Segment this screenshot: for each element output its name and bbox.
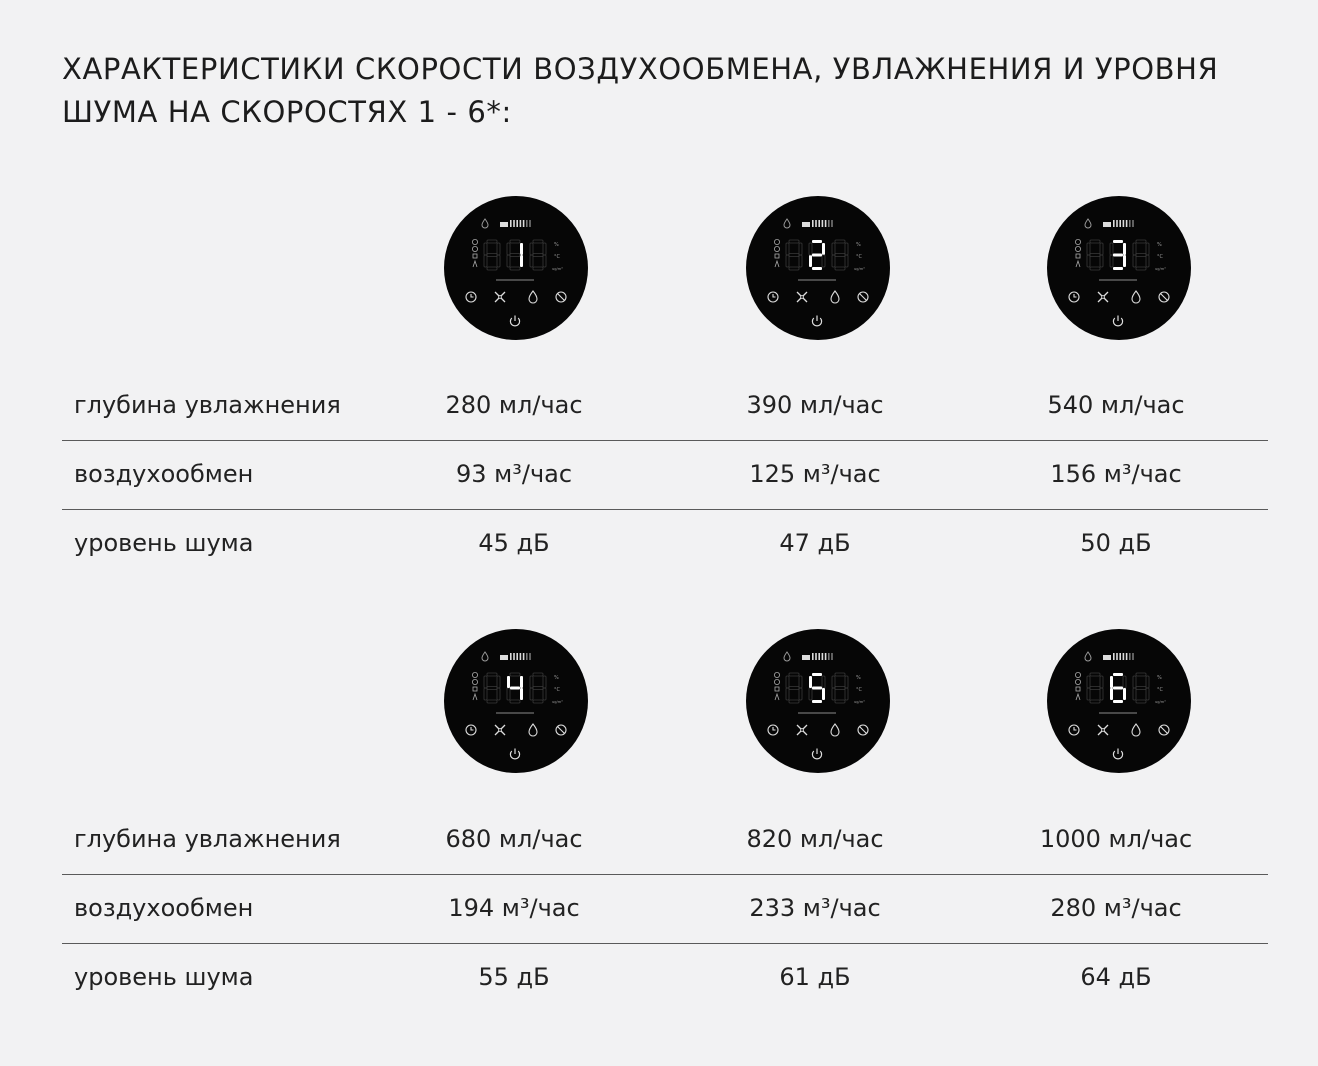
mode-indicators <box>774 672 779 700</box>
row-label: глубина увлажнения <box>74 825 341 853</box>
seven-segment-digit <box>832 673 848 703</box>
seven-segment-digit <box>530 240 546 270</box>
signal-bars-icon <box>500 220 531 227</box>
svg-text:°C: °C <box>856 254 862 260</box>
seven-segment-digit <box>832 240 848 270</box>
fan-icon <box>797 292 807 302</box>
noise-value: 55 дБ <box>478 963 550 991</box>
svg-text:%: % <box>1157 675 1162 681</box>
svg-text:°C: °C <box>1157 687 1163 693</box>
display-units <box>1155 675 1166 704</box>
mode-indicators <box>472 672 477 700</box>
timer-icon <box>1069 725 1079 735</box>
row-label: уровень шума <box>74 529 254 557</box>
seven-segment-digit <box>1110 673 1126 703</box>
seven-segment-digit <box>1133 240 1149 270</box>
humidification-value: 1000 мл/час <box>1039 825 1193 853</box>
noise-value: 45 дБ <box>478 529 550 557</box>
timer-icon <box>466 725 476 735</box>
noise-value: 47 дБ <box>779 529 851 557</box>
noise-value: 50 дБ <box>1080 529 1152 557</box>
seven-segment-digit <box>507 673 523 703</box>
no-ion-icon <box>858 292 868 302</box>
no-ion-icon <box>556 292 566 302</box>
power-icon <box>1113 316 1122 326</box>
humidification-row <box>62 805 1268 875</box>
seven-segment-digit <box>484 673 500 703</box>
row-label: воздухообмен <box>74 894 254 922</box>
control-panel-display <box>444 196 588 340</box>
timer-icon <box>466 292 476 302</box>
air-exchange-row <box>62 874 1268 944</box>
seven-segment-digit <box>530 673 546 703</box>
row-label: глубина увлажнения <box>74 391 341 419</box>
svg-text:°C: °C <box>554 254 560 260</box>
fan-icon <box>1098 725 1108 735</box>
display-units <box>854 242 865 271</box>
humidity-icon <box>1132 291 1140 303</box>
signal-bars-icon <box>1103 220 1134 227</box>
humidification-value: 820 мл/час <box>746 825 884 853</box>
air-exchange-value: 125 м³/час <box>749 460 881 488</box>
timer-icon <box>768 725 778 735</box>
svg-text:%: % <box>856 675 861 681</box>
svg-text:%: % <box>856 242 861 248</box>
control-panel-display <box>1047 196 1191 340</box>
seven-segment-digit <box>1087 240 1103 270</box>
fan-icon <box>495 292 505 302</box>
noise-row <box>62 509 1268 578</box>
timer-icon <box>768 292 778 302</box>
air-exchange-value: 280 м³/час <box>1050 894 1182 922</box>
svg-text:%: % <box>554 675 559 681</box>
mode-indicators <box>472 239 477 267</box>
svg-text:ug/m³: ug/m³ <box>1155 267 1166 271</box>
signal-bars-icon <box>802 220 833 227</box>
humidity-icon <box>529 291 537 303</box>
noise-value: 61 дБ <box>779 963 851 991</box>
svg-text:%: % <box>1157 242 1162 248</box>
fan-icon <box>797 725 807 735</box>
display-units <box>552 242 563 271</box>
humidification-row <box>62 371 1268 441</box>
no-ion-icon <box>858 725 868 735</box>
fan-icon <box>495 725 505 735</box>
svg-text:ug/m³: ug/m³ <box>854 267 865 271</box>
air-exchange-row <box>62 440 1268 510</box>
seven-segment-digit <box>1087 673 1103 703</box>
seven-segment-digit <box>484 240 500 270</box>
row-label: воздухообмен <box>74 460 254 488</box>
svg-text:%: % <box>554 242 559 248</box>
air-exchange-value: 194 м³/час <box>448 894 580 922</box>
humidification-value: 280 мл/час <box>445 391 583 419</box>
power-icon <box>812 749 821 759</box>
mode-indicators <box>1075 239 1080 267</box>
svg-text:°C: °C <box>554 687 560 693</box>
drop-icon <box>482 219 488 228</box>
row-label: уровень шума <box>74 963 254 991</box>
control-panel-display <box>1047 629 1191 773</box>
svg-text:ug/m³: ug/m³ <box>552 267 563 271</box>
drop-icon <box>1085 652 1091 661</box>
drop-icon <box>482 652 488 661</box>
signal-bars-icon <box>1103 653 1134 660</box>
humidification-value: 680 мл/час <box>445 825 583 853</box>
svg-text:ug/m³: ug/m³ <box>854 700 865 704</box>
humidification-value: 390 мл/час <box>746 391 884 419</box>
fan-icon <box>1098 292 1108 302</box>
svg-text:ug/m³: ug/m³ <box>1155 700 1166 704</box>
drop-icon <box>784 652 790 661</box>
humidity-icon <box>831 291 839 303</box>
timer-icon <box>1069 292 1079 302</box>
seven-segment-digit <box>507 240 523 270</box>
drop-icon <box>784 219 790 228</box>
noise-row <box>62 943 1268 1012</box>
mode-indicators <box>1075 672 1080 700</box>
control-panel-display <box>746 196 890 340</box>
seven-segment-digit <box>1110 240 1126 270</box>
humidity-icon <box>1132 724 1140 736</box>
power-icon <box>510 749 519 759</box>
control-panel-display <box>444 629 588 773</box>
seven-segment-digit <box>1133 673 1149 703</box>
signal-bars-icon <box>500 653 531 660</box>
seven-segment-digit <box>809 673 825 703</box>
humidity-icon <box>831 724 839 736</box>
mode-indicators <box>774 239 779 267</box>
svg-text:ug/m³: ug/m³ <box>552 700 563 704</box>
power-icon <box>1113 749 1122 759</box>
display-units <box>854 675 865 704</box>
seven-segment-digit <box>809 240 825 270</box>
air-exchange-value: 156 м³/час <box>1050 460 1182 488</box>
display-units <box>1155 242 1166 271</box>
seven-segment-digit <box>786 240 802 270</box>
control-panel-display <box>746 629 890 773</box>
signal-bars-icon <box>802 653 833 660</box>
svg-text:°C: °C <box>1157 254 1163 260</box>
svg-text:°C: °C <box>856 687 862 693</box>
air-exchange-value: 233 м³/час <box>749 894 881 922</box>
power-icon <box>510 316 519 326</box>
display-units <box>552 675 563 704</box>
no-ion-icon <box>1159 292 1169 302</box>
noise-value: 64 дБ <box>1080 963 1152 991</box>
humidification-value: 540 мл/час <box>1047 391 1185 419</box>
page-title: ХАРАКТЕРИСТИКИ СКОРОСТИ ВОЗДУХООБМЕНА, УВЛАЖНЕНИЯ И УРОВНЯ ШУМА НА СКОРОСТЯХ 1 - 6*: <box>62 52 1219 129</box>
power-icon <box>812 316 821 326</box>
no-ion-icon <box>1159 725 1169 735</box>
humidity-icon <box>529 724 537 736</box>
no-ion-icon <box>556 725 566 735</box>
air-exchange-value: 93 м³/час <box>455 460 573 488</box>
drop-icon <box>1085 219 1091 228</box>
seven-segment-digit <box>786 673 802 703</box>
